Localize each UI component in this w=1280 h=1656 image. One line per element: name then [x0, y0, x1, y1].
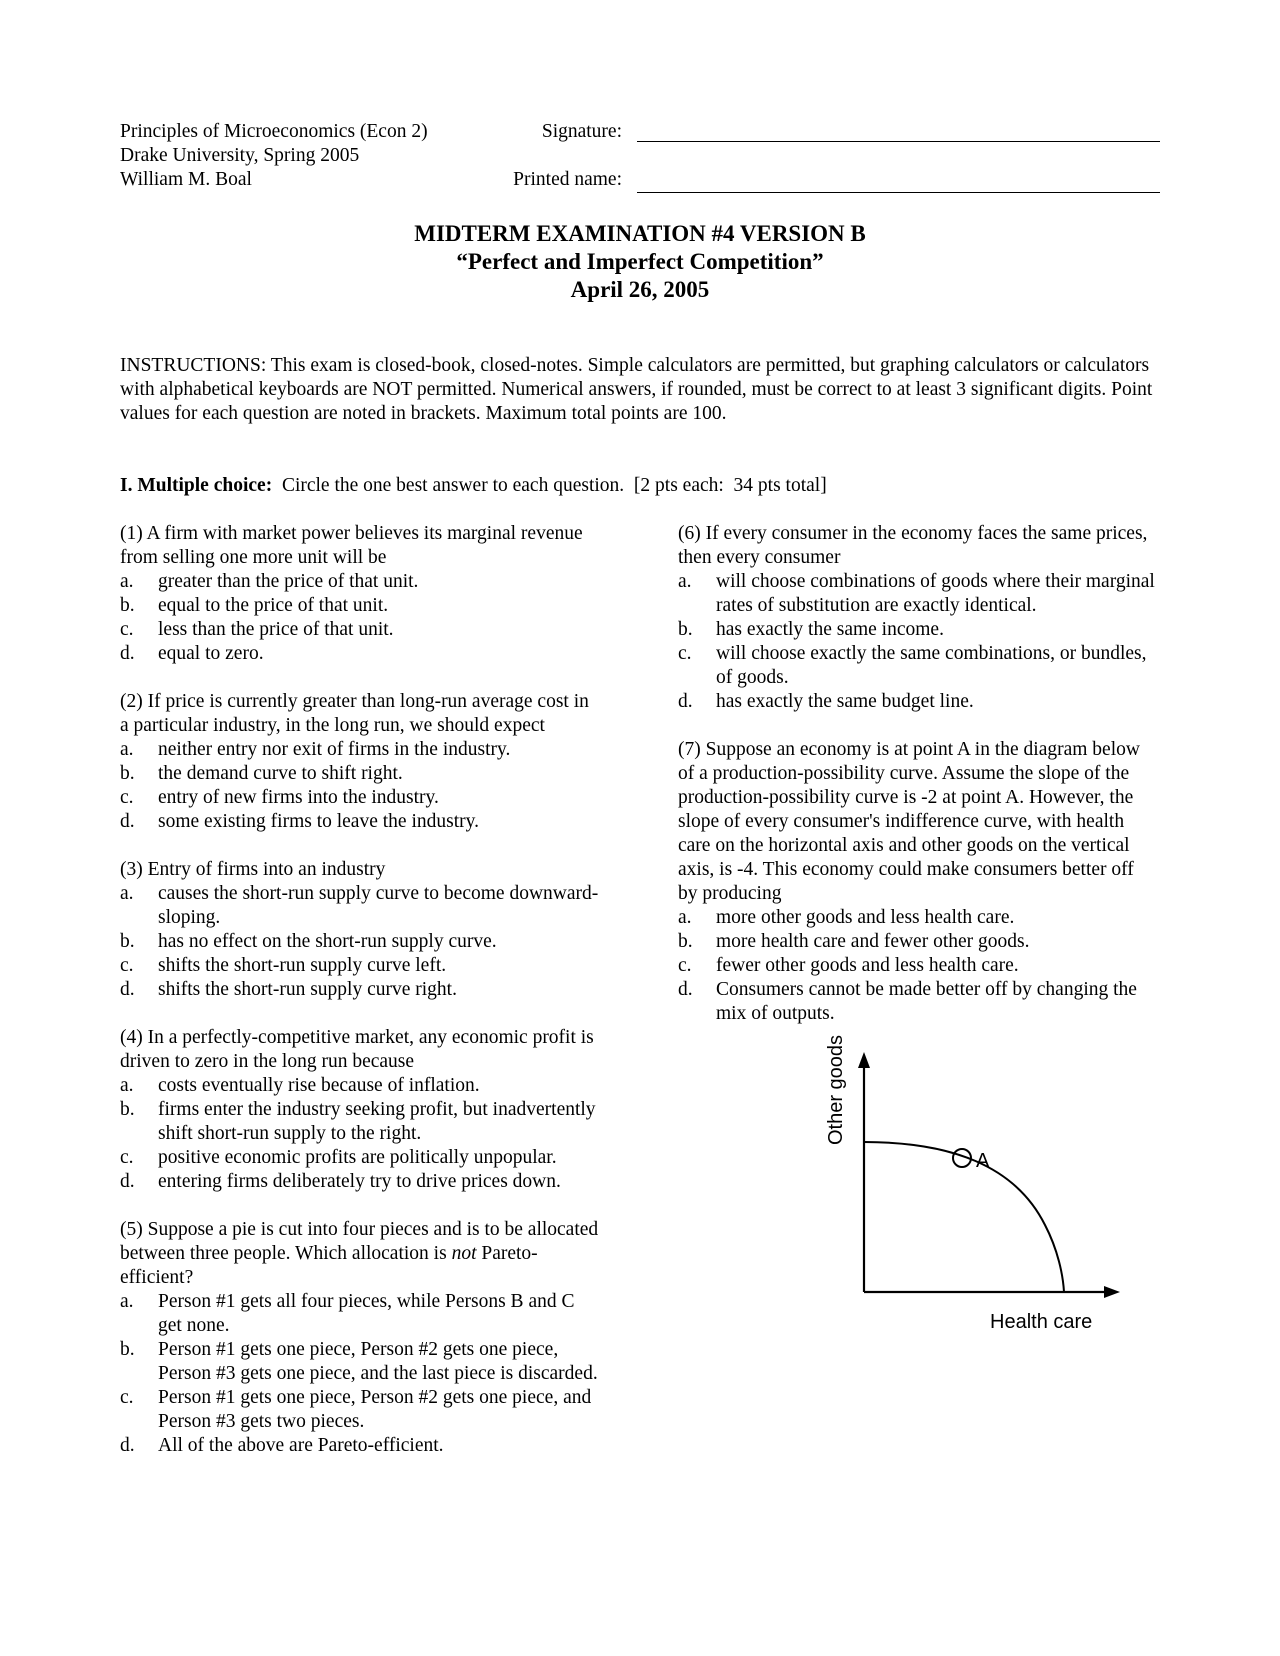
left-column: [120, 522, 600, 1482]
option-c[interactable]: c. Person #1 gets one piece, Person #2 gets one piece, and Person #3 gets two pieces.: [120, 1387, 592, 1432]
option-c[interactable]: c. less than the price of that unit.: [120, 619, 394, 640]
question-3: [120, 858, 600, 1002]
section-directions: Circle the one best answer to each question. [2 pts each: 34 pts total]: [272, 475, 827, 496]
x-axis-arrow: [1104, 1286, 1120, 1298]
option-a[interactable]: a. causes the short-run supply curve to become downward-sloping.: [120, 883, 599, 928]
option-a[interactable]: a. will choose combinations of goods where their marginal rates of substitution are exactly identical.: [678, 571, 1155, 616]
course-name: Principles of Microeconomics (Econ 2): [120, 121, 428, 142]
printed-name-label: Printed name:: [513, 169, 622, 190]
printed-name-line[interactable]: [637, 192, 1160, 193]
option-c[interactable]: c. entry of new firms into the industry.: [120, 787, 439, 808]
y-axis-arrow: [858, 1052, 870, 1068]
option-c[interactable]: c. will choose exactly the same combinations, or bundles, of goods.: [678, 643, 1147, 688]
section-heading: [120, 474, 1160, 498]
point-a-label: A: [976, 1150, 990, 1172]
option-d[interactable]: d. Consumers cannot be made better off by changing the mix of outputs.: [678, 979, 1137, 1024]
question-stem: (5) Suppose a pie is cut into four pieces and is to be allocated between three people. Which allocation is not Pareto-efficient?: [120, 1219, 599, 1288]
y-axis-label: Other goods: [825, 1034, 847, 1146]
option-d[interactable]: d. has exactly the same budget line.: [678, 691, 974, 712]
option-a[interactable]: a. greater than the price of that unit.: [120, 571, 419, 592]
option-c[interactable]: c. positive economic profits are politically unpopular.: [120, 1147, 557, 1168]
question-4: [120, 1026, 600, 1194]
question-stem: (2) If price is currently greater than long-run average cost in a particular industry, in the long run, we should expect: [120, 691, 589, 736]
exam-title: [0, 220, 1280, 304]
section-title: I. Multiple choice:: [120, 475, 273, 496]
option-a[interactable]: a. neither entry nor exit of firms in the industry.: [120, 739, 511, 760]
option-b[interactable]: b. the demand curve to shift right.: [120, 763, 403, 784]
ppf-curve: [864, 1142, 1064, 1292]
option-b[interactable]: b. has no effect on the short-run supply curve.: [120, 931, 497, 952]
option-a[interactable]: a. costs eventually rise because of inflation.: [120, 1075, 480, 1096]
option-a[interactable]: a. Person #1 gets all four pieces, while Persons B and C get none.: [120, 1291, 575, 1336]
option-b[interactable]: b. equal to the price of that unit.: [120, 595, 389, 616]
question-stem: (1) A firm with market power believes its marginal revenue from selling one more unit will be: [120, 523, 583, 568]
option-b[interactable]: b. more health care and fewer other goods.: [678, 931, 1030, 952]
option-b[interactable]: b. Person #1 gets one piece, Person #2 gets one piece, Person #3 gets one piece, and the last piece is discarded.: [120, 1339, 598, 1384]
exam-subtitle: “Perfect and Imperfect Competition”: [456, 249, 824, 274]
right-column: [678, 522, 1158, 1050]
emphasis-not: not: [451, 1243, 477, 1264]
signature-line[interactable]: [637, 141, 1160, 142]
ppf-diagram: [820, 1030, 1140, 1340]
question-6: [678, 522, 1158, 714]
option-b[interactable]: b. firms enter the industry seeking profit, but inadvertently shift short-run supply to the right.: [120, 1099, 596, 1144]
exam-date: April 26, 2005: [570, 277, 710, 302]
option-b[interactable]: b. has exactly the same income.: [678, 619, 944, 640]
option-d[interactable]: d. some existing firms to leave the industry.: [120, 811, 479, 832]
exam-title-line1: MIDTERM EXAMINATION #4 VERSION B: [414, 221, 866, 246]
signature-label: Signature:: [541, 121, 622, 142]
question-2: [120, 690, 600, 834]
instructor-name: William M. Boal: [120, 169, 252, 190]
option-d[interactable]: d. equal to zero.: [120, 643, 264, 664]
question-stem: (7) Suppose an economy is at point A in the diagram below of a production-possibility curve. Assume the slope of the production-possibility curve is -2 at point A. However, the slope of every consumer's indifference curve, with health care on the horizontal axis and other goods on the vertical axis, is -4. This economy could make consumers better off by producing: [678, 739, 1140, 904]
question-stem: (6) If every consumer in the economy faces the same prices, then every consumer: [678, 523, 1148, 568]
option-c[interactable]: c. fewer other goods and less health care.: [678, 955, 1019, 976]
question-1: [120, 522, 600, 666]
option-d[interactable]: d. All of the above are Pareto-efficient.: [120, 1435, 444, 1456]
question-stem: (3) Entry of firms into an industry: [120, 859, 386, 880]
question-stem: (4) In a perfectly-competitive market, any economic profit is driven to zero in the long run because: [120, 1027, 594, 1072]
question-7: [678, 738, 1158, 1026]
x-axis-label: Health care: [990, 1311, 1093, 1333]
option-d[interactable]: d. shifts the short-run supply curve right.: [120, 979, 457, 1000]
option-d[interactable]: d. entering firms deliberately try to drive prices down.: [120, 1171, 561, 1192]
option-a[interactable]: a. more other goods and less health care.: [678, 907, 1015, 928]
question-5: [120, 1218, 600, 1458]
option-c[interactable]: c. shifts the short-run supply curve left.: [120, 955, 447, 976]
university-term: Drake University, Spring 2005: [120, 145, 360, 166]
instructions: INSTRUCTIONS: This exam is closed-book, closed-notes. Simple calculators are permitted, but graphing calculators or calculators with alphabetical keyboards are NOT permitted. Numerical answers, if rounded, must be correct to at least 3 significant digits. Point values for each question are noted in brackets. Maximum total points are 100.: [120, 355, 1153, 424]
